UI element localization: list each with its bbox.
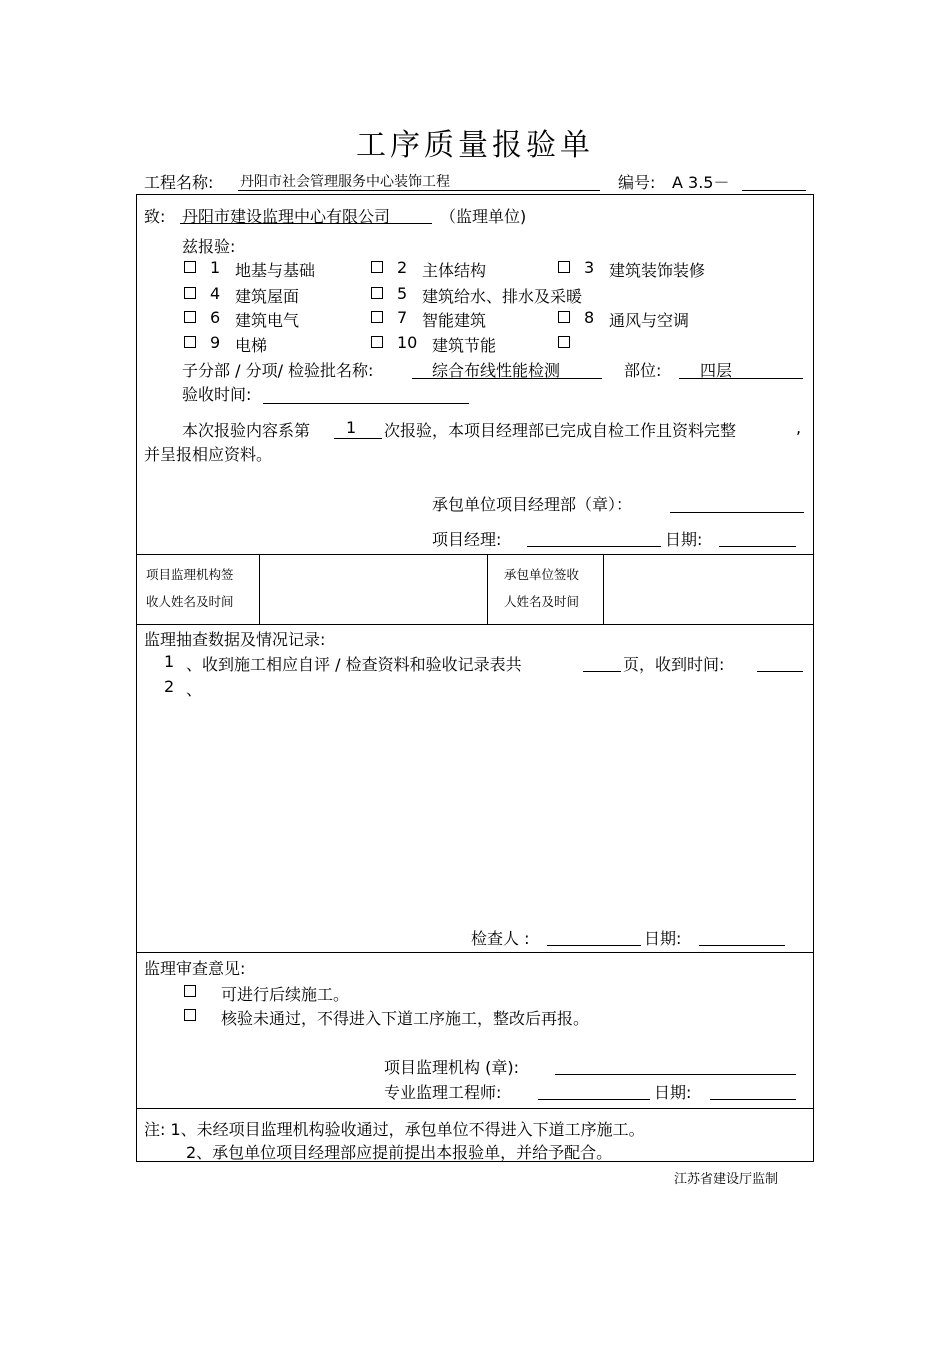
checkbox-category-6[interactable] (184, 311, 196, 323)
contractor-receipt-label-1: 承包单位签收 (504, 567, 580, 582)
submit-label: 兹报验: (182, 237, 236, 256)
checkbox-category-4[interactable] (184, 287, 196, 299)
contractor-dept-underline[interactable] (670, 512, 804, 513)
category-num-10: 10 (397, 333, 418, 352)
location-underline (679, 378, 803, 379)
category-label-5: 建筑给水、排水及采暖 (422, 287, 583, 306)
inspection-item1-num: 1 (164, 652, 175, 671)
statement-part1: 本次报验内容系第 (182, 421, 311, 440)
checkbox-category-1[interactable] (184, 261, 196, 273)
category-label-6: 建筑电气 (235, 311, 300, 330)
review-date-underline[interactable] (710, 1099, 796, 1100)
project-name-underline (238, 190, 600, 191)
addressee-prefix: 致: (144, 207, 166, 226)
review-engineer-label: 专业监理工程师: (384, 1083, 502, 1102)
contractor-date-label: 日期: (665, 530, 703, 549)
supervisor-receipt-label-1: 项目监理机构签 (146, 567, 234, 582)
category-num-5: 5 (397, 284, 408, 303)
statement-line2: 并呈报相应资料。 (144, 445, 273, 464)
inspection-time-underline[interactable] (757, 671, 803, 672)
receipt-divider-2 (487, 554, 488, 625)
number-underline (742, 190, 806, 191)
checkbox-category-7[interactable] (371, 311, 383, 323)
inspection-title: 监理抽查数据及情况记录: (144, 630, 326, 649)
inspection-pages-underline[interactable] (583, 671, 621, 672)
statement-part2: 次报验，本项目经理部已完成自检工作且资料完整 (384, 421, 737, 440)
addressee-underline (180, 223, 432, 224)
review-title: 监理审查意见: (144, 959, 246, 978)
category-num-9: 9 (210, 333, 221, 352)
checkbox-category-5[interactable] (371, 287, 383, 299)
category-num-2: 2 (397, 258, 408, 277)
category-label-2: 主体结构 (422, 261, 487, 280)
category-label-8: 通风与空调 (609, 311, 690, 330)
location-value: 四层 (700, 361, 733, 380)
category-label-7: 智能建筑 (422, 311, 487, 330)
review-org-label: 项目监理机构 (章): (384, 1058, 519, 1077)
category-num-7: 7 (397, 308, 408, 327)
category-num-4: 4 (210, 284, 221, 303)
inspection-date-underline[interactable] (699, 945, 785, 946)
review-option-1: 可进行后续施工。 (221, 985, 350, 1004)
receipt-divider-1 (259, 554, 260, 625)
receipt-divider-3 (603, 554, 604, 625)
inspector-label: 检查人 : (471, 929, 530, 948)
note-line-1: 注: 1、未经项目监理机构验收通过，承包单位不得进入下道工序施工。 (144, 1120, 645, 1139)
category-num-3: 3 (584, 258, 595, 277)
statement-count-underline (334, 438, 382, 439)
review-option-2: 核验未通过，不得进入下道工序施工，整改后再报。 (221, 1009, 590, 1028)
batch-value: 综合布线性能检测 (432, 361, 561, 380)
supervisor-receipt-label-2: 收人姓名及时间 (146, 594, 234, 609)
batch-label: 子分部 / 分项/ 检验批名称: (182, 361, 374, 380)
inspection-item2-num: 2 (164, 677, 175, 696)
checkbox-category-blank[interactable] (558, 336, 570, 348)
review-engineer-underline[interactable] (538, 1099, 650, 1100)
contractor-manager-label: 项目经理: (432, 530, 502, 549)
contractor-receipt-label-2: 人姓名及时间 (504, 594, 580, 609)
batch-underline (412, 378, 602, 379)
contractor-manager-underline[interactable] (527, 546, 661, 547)
contractor-dept-label: 承包单位项目经理部（章）： (432, 495, 633, 514)
inspection-date-label: 日期: (644, 929, 682, 948)
category-num-1: 1 (210, 258, 221, 277)
location-label: 部位: (624, 361, 662, 380)
review-org-underline[interactable] (555, 1074, 796, 1075)
review-date-label: 日期: (654, 1083, 692, 1102)
receipt-row (136, 554, 814, 625)
number-label: 编号: (618, 173, 656, 192)
category-label-9: 电梯 (235, 336, 268, 355)
checkbox-category-8[interactable] (558, 311, 570, 323)
inspection-item2-text: 、 (186, 680, 203, 699)
checkbox-review-fail[interactable] (184, 1009, 196, 1021)
category-label-4: 建筑屋面 (235, 287, 300, 306)
addressee-company: 丹阳市建设监理中心有限公司 (182, 207, 391, 226)
contractor-date-underline[interactable] (719, 546, 796, 547)
checkbox-category-3[interactable] (558, 261, 570, 273)
checkbox-category-2[interactable] (371, 261, 383, 273)
checkbox-review-pass[interactable] (184, 985, 196, 997)
project-name-value: 丹阳市社会管理服务中心装饰工程 (240, 174, 450, 190)
category-label-3: 建筑装饰装修 (609, 261, 706, 280)
page-title: 工序质量报验单 (356, 128, 594, 163)
inspector-underline[interactable] (547, 945, 641, 946)
checkbox-category-9[interactable] (184, 336, 196, 348)
number-value: A 3.5－ (672, 173, 730, 192)
acceptance-time-underline[interactable] (263, 403, 469, 404)
inspection-item1-page: 页，收到时间: (623, 655, 725, 674)
inspection-item1-text: 、收到施工相应自评 / 检查资料和验收记录表共 (186, 655, 522, 674)
acceptance-time-label: 验收时间: (182, 385, 252, 404)
category-label-10: 建筑节能 (432, 336, 497, 355)
category-label-1: 地基与基础 (235, 261, 316, 280)
footer-issuer: 江苏省建设厅监制 (674, 1172, 779, 1187)
category-num-6: 6 (210, 308, 221, 327)
addressee-suffix: （监理单位) (440, 207, 527, 226)
statement-count: 1 (346, 418, 357, 437)
statement-comma: , (796, 418, 802, 437)
project-name-label: 工程名称: (144, 173, 214, 192)
note-line-2: 2、承包单位项目经理部应提前提出本报验单，并给予配合。 (186, 1143, 613, 1162)
checkbox-category-10[interactable] (371, 336, 383, 348)
category-num-8: 8 (584, 308, 595, 327)
